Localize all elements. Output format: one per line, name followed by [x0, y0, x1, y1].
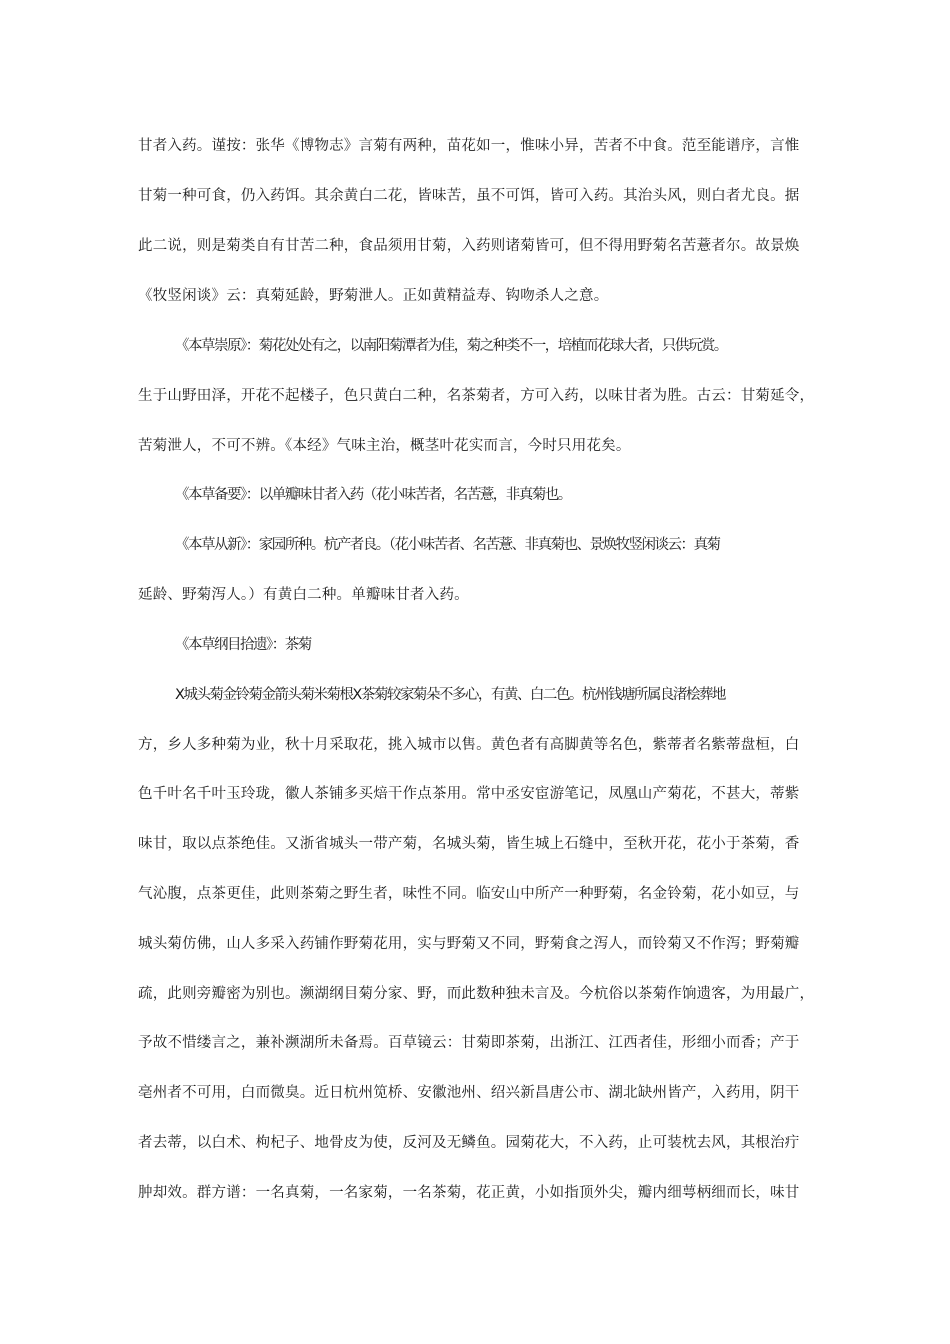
text-line-12: X城头菊金铃菊金箭头菊米菊根X茶菊较家菊朵不多心，有黄、白二色。杭州钱塘所属良渚桧葬地 [175, 687, 725, 703]
text-line-18: 疏，此则旁瓣密为别也。濒湖纲目菊分家、野，而此数种独未言及。今杭俗以茶菊作饷遗客，为用最广， [138, 986, 815, 1002]
text-line-4: 《牧竖闲谈》云：真菊延龄，野菊泄人。正如黄精益寿、钩吻杀人之意。 [138, 288, 609, 304]
text-line-7: 苦菊泄人，不可不辨。《本经》气味主治，概茎叶花实而言，今时只用花矣。 [138, 438, 631, 454]
text-line-13: 方，乡人多种菊为业，秋十月采取花，挑入城市以售。黄色者有高脚黄等名色，紫蒂者名紫蒂盘桓，白 [138, 737, 800, 753]
text-line-16: 气沁腹，点茶更佳，此则茶菊之野生者，味性不同。临安山中所产一种野菊，名金铃菊，花小如豆，与 [138, 886, 800, 902]
text-line-11: 《本草纲目拾遗》：茶菊 [175, 637, 311, 653]
text-line-20: 亳州者不可用，白而微臭。近日杭州笕桥、安徽池州、绍兴新昌唐公市、湖北缺州皆产，入药用，阴干 [138, 1085, 800, 1101]
text-line-10: 延龄、野菊泻人。）有黄白二种。单瓣味甘者入药。 [138, 587, 469, 603]
text-line-17: 城头菊仿佛，山人多采入药铺作野菊花用，实与野菊又不同，野菊食之泻人，而铃菊又不作泻；野菊瓣 [138, 936, 800, 952]
text-line-21: 者去蒂，以白术、枸杞子、地骨皮为使，反河及无鳞鱼。园菊花大，不入药，止可装枕去风，其根治疔 [138, 1135, 800, 1151]
text-line-1: 甘者入药。谨按：张华《博物志》言菊有两种，苗花如一，惟味小异，苦者不中食。范至能谱序，言惟 [138, 138, 800, 154]
text-line-5: 《本草崇原》：菊花处处有之，以南阳菊潭者为佳，菊之种类不一，培植而花球大者，只供玩赏。 [175, 338, 727, 354]
text-line-14: 色千叶名千叶玉玲珑，徽人茶铺多买焙干作点茶用。常中丞安宦游笔记，凤凰山产菊花，不甚大，蒂紫 [138, 786, 800, 802]
text-line-2: 甘菊一种可食，仍入药饵。其余黄白二花，皆味苦，虽不可饵，皆可入药。其治头风，则白者尤良。据 [138, 188, 800, 204]
text-line-22: 肿却效。群方谱：一名真菊，一名家菊，一名茶菊，花正黄，小如指顶外尖，瓣内细萼柄细而长，味甘 [138, 1185, 800, 1201]
text-line-6: 生于山野田泽，开花不起楼子，色只黄白二种，名茶菊者，方可入药，以味甘者为胜。古云：甘菊延令， [138, 388, 815, 404]
text-line-15: 味甘，取以点茶绝佳。又浙省城头一带产菊，名城头菊，皆生城上石缝中，至秋开花，花小于茶菊，香 [138, 836, 800, 852]
text-line-3: 此二说，则是菊类自有甘苦二种，食品须用甘菊，入药则诸菊皆可，但不得用野菊名苦薏者尔。故景焕 [138, 238, 800, 254]
text-line-9: 《本草从新》：家园所种。杭产者良。（花小味苦者、名苦薏、非真菊也、景焕牧竖闲谈云：真菊 [175, 537, 720, 553]
text-line-8: 《本草备要》：以单瓣味甘者入药（花小味苦者，名苦薏，非真菊也。 [175, 487, 571, 503]
text-line-19: 予故不惜缕言之，兼补濒湖所未备焉。百草镜云：甘菊即茶菊，出浙江、江西者佳，形细小而香；产于 [138, 1035, 800, 1051]
